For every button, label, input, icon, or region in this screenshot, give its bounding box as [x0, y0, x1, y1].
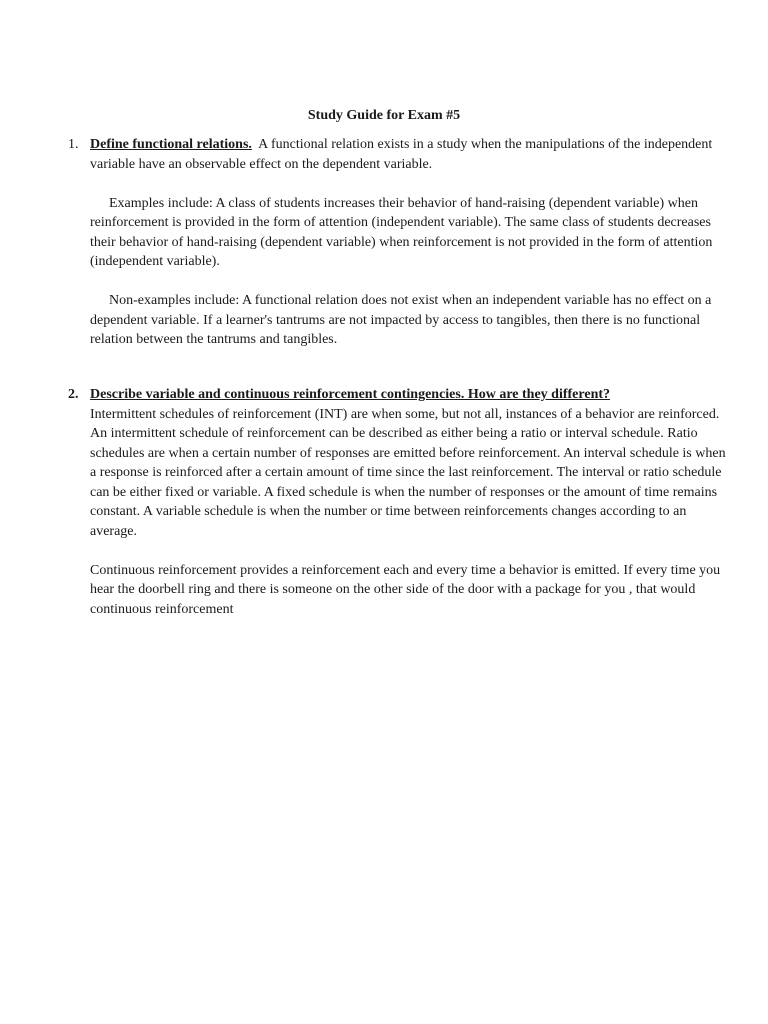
definition-text: A functional relation exists in a study when the manipulations of the independent variable have an observable effect on the dependent variable. — [90, 137, 713, 172]
intermittent-paragraph: Intermittent schedules of reinforcement (INT) are when some, but not all, instances of a behavior are reinforced. An intermittent schedule of reinforcement can be described as either being a ratio or interval schedule. Ratio schedules are when a certain number of responses are emitted before reinforcement. An interval schedule is when a response is reinforced after a certain amount of time since the last reinforcement. The interval or ratio schedule can be either fixed or variable. A fixed schedule is when the number of responses or the amount of time remains constant. A variable schedule is when the number or time between reinforcements changes according to an average. — [90, 406, 726, 539]
examples-paragraph: Examples include: A class of students increases their behavior of hand-raising (dependent variable) when reinforcement is provided in the form of attention (independent variable). The same class of students decreases their behavior of hand-raising (dependent variable) when reinforcement is not provided in the form of attention (independent variable). — [90, 195, 713, 269]
item-body — [90, 135, 728, 350]
item-body — [90, 385, 728, 619]
continuous-paragraph: Continuous reinforcement provides a reinforcement each and every time a behavior is emitted. If every time you hear the doorbell ring and there is someone on the other side of the door with a package for you , that would continuous reinforcement — [90, 562, 721, 617]
question-heading: Describe variable and continuous reinforcement contingencies. How are they different? — [90, 387, 611, 402]
question-item-2 — [68, 385, 728, 619]
question-paragraph — [90, 135, 728, 174]
non-examples-paragraph: Non-examples include: A functional relation does not exist when an independent variable has no effect on a dependent variable. If a learner's tantrums are not impacted by access to tangibles, then there is no functional relation between the tantrums and tangibles. — [90, 293, 712, 347]
question-item-1 — [68, 135, 728, 350]
document-title: Study Guide for Exam #5 — [307, 108, 461, 123]
item-number: 1. — [68, 137, 79, 152]
question-heading: Define functional relations. — [90, 137, 252, 152]
item-number: 2. — [68, 387, 79, 402]
